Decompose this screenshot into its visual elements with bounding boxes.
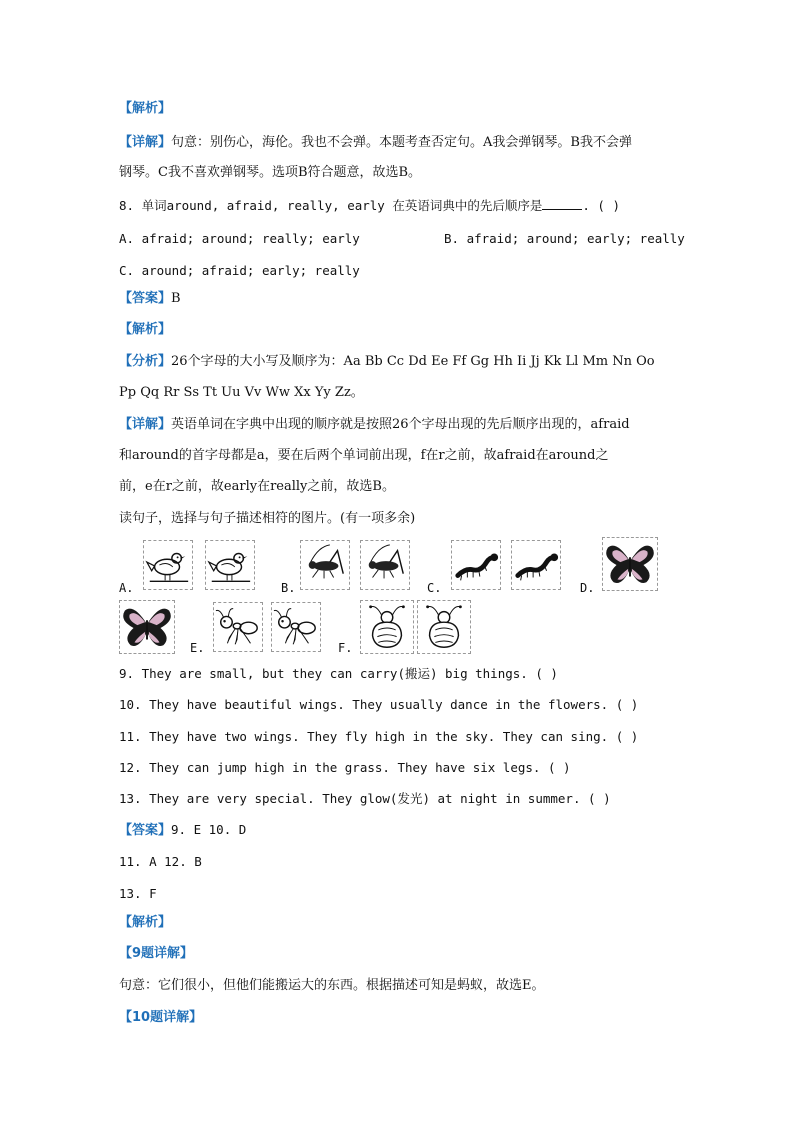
q13-text: 13. They are very special. They glow(发光) at night in summer. ( )	[119, 791, 611, 806]
q7-detail-line2: 钢琴。C我不喜欢弹钢琴。选项B符合题意，故选B。	[119, 165, 422, 180]
caterpillar-icon	[452, 541, 500, 589]
firefly-picture-2	[417, 600, 471, 654]
q7-detail-line1: 【详解】句意：别伤心，海伦。我也不会弹。本题考查否定句。A我会弹钢琴。B我不会弹	[119, 135, 632, 150]
bird-picture-2	[205, 540, 255, 590]
q9-text: 9. They are small, but they can carry(搬运) big things. ( )	[119, 666, 558, 681]
q8-detail-line1: 【详解】英语单词在字典中出现的顺序就是按照26个字母出现的先后顺序出现的，afraid	[119, 417, 630, 432]
ant-picture-1	[213, 602, 263, 652]
q8-blank	[542, 197, 582, 210]
reading-analysis-heading: 【解析】	[119, 915, 172, 930]
q10-detail-heading: 【10题详解】	[119, 1010, 203, 1025]
grasshopper-picture-2	[360, 540, 410, 590]
q11-text: 11. They have two wings. They fly high in the sky. They can sing. ( )	[119, 729, 639, 744]
q9-detail-heading: 【9题详解】	[119, 946, 194, 961]
bird-icon	[206, 541, 254, 589]
butterfly-icon	[120, 601, 174, 653]
grasshopper-picture-1	[300, 540, 350, 590]
ant-icon	[214, 603, 262, 651]
reading-answer-line2: 11. A 12. B	[119, 854, 202, 869]
label-b: B.	[281, 581, 296, 595]
firefly-icon	[418, 601, 470, 653]
q8-detail-line3: 前，e在r之前，故early在really之前，故选B。	[119, 479, 395, 494]
q8-option-b: B. afraid; around; early; really	[444, 231, 685, 246]
q8-stem: 8. 单词around, afraid, really, early 在英语词典中的先后顺序是 . ( )	[119, 198, 620, 213]
butterfly-icon	[603, 538, 657, 590]
q8-detail-line2: 和around的首字母都是a，要在后两个单词前出现，f在r之前，故afraid在around之	[119, 448, 609, 463]
q8-fenxi-line1: 【分析】26个字母的大小写及顺序为：Aa Bb Cc Dd Ee Ff Gg Hh Ii Jj Kk Ll Mm Nn Oo	[119, 354, 655, 369]
caterpillar-icon	[512, 541, 560, 589]
q8-fenxi-line2: Pp Qq Rr Ss Tt Uu Vv Ww Xx Yy Zz。	[119, 385, 364, 400]
butterfly-picture-2	[119, 600, 175, 654]
grasshopper-icon	[361, 541, 409, 589]
caterpillar-picture-1	[451, 540, 501, 590]
bird-picture-1	[143, 540, 193, 590]
reading-answer-line1: 【答案】9. E 10. D	[119, 822, 247, 838]
grasshopper-icon	[301, 541, 349, 589]
q12-text: 12. They can jump high in the grass. They have six legs. ( )	[119, 760, 571, 775]
analysis-heading: 【解析】	[119, 101, 172, 116]
firefly-picture-1	[360, 600, 414, 654]
label-c: C.	[427, 581, 442, 595]
q9-detail-text: 句意：它们很小，但他们能搬运大的东西。根据描述可知是蚂蚁，故选E。	[119, 978, 545, 993]
caterpillar-picture-2	[511, 540, 561, 590]
q8-option-a: A. afraid; around; really; early	[119, 231, 360, 246]
q8-option-c: C. around; afraid; early; really	[119, 263, 360, 278]
ant-icon	[272, 603, 320, 651]
q8-answer: 【答案】B	[119, 291, 181, 306]
ant-picture-2	[271, 602, 321, 652]
firefly-icon	[361, 601, 413, 653]
label-f: F.	[338, 641, 353, 655]
bird-icon	[144, 541, 192, 589]
reading-instruction: 读句子，选择与句子描述相符的图片。(有一项多余)	[119, 511, 416, 526]
q8-analysis-heading: 【解析】	[119, 322, 172, 337]
label-d: D.	[580, 581, 595, 595]
label-e: E.	[190, 641, 205, 655]
butterfly-picture-1	[602, 537, 658, 591]
q10-text: 10. They have beautiful wings. They usually dance in the flowers. ( )	[119, 697, 639, 712]
reading-answer-line3: 13. F	[119, 886, 157, 901]
label-a: A.	[119, 581, 134, 595]
